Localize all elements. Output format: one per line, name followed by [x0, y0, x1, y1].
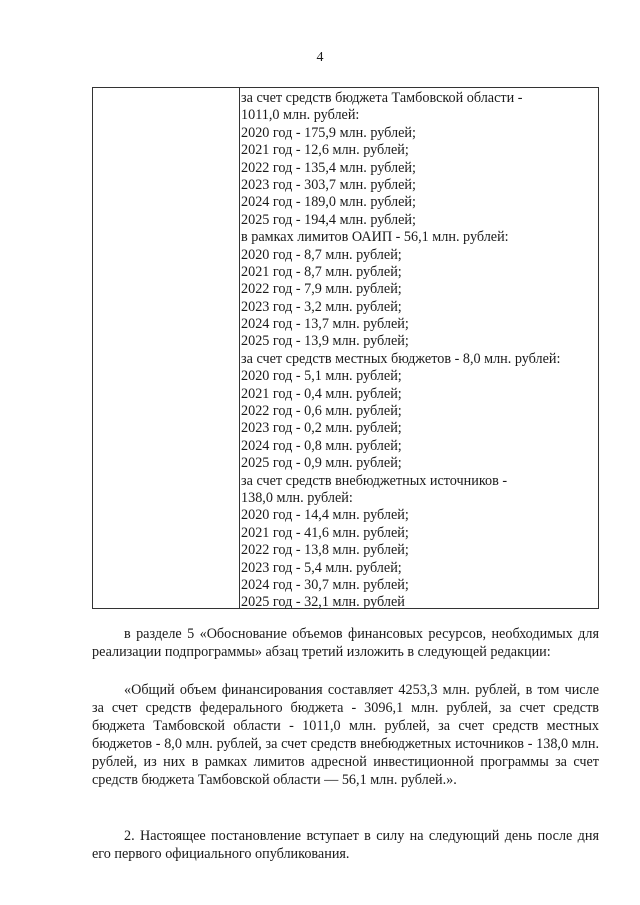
- table-line: 2021 год - 12,6 млн. рублей;: [241, 142, 409, 159]
- table-line: 2023 год - 3,2 млн. рублей;: [241, 298, 402, 315]
- table-line: 2024 год - 30,7 млн. рублей;: [241, 576, 409, 593]
- paragraph-financing-quote: «Общий объем финансирования составляет 4253,3 млн. рублей, в том числе за счет средств федерального бюджета - 3096,1 млн. рублей, за счет средств бюджета Тамбовской области - 1011,0 млн. рублей, за счет средств местных бюджетов - 8,0 млн. рублей, за счет средств внебюджетных источников - 138,0 млн. рублей, из них в рамках лимитов адресной инвестиционной программы за счет средств бюджета Тамбовской области — 56,1 млн. рублей.».: [92, 682, 599, 788]
- table-line: 2024 год - 189,0 млн. рублей;: [241, 194, 416, 211]
- paragraph-section-5: в разделе 5 «Обоснование объемов финансовых ресурсов, необходимых для реализации подпрограммы» абзац третий изложить в следующей редакции:: [92, 626, 599, 660]
- table-line: 2025 год - 0,9 млн. рублей;: [241, 455, 402, 472]
- table-line: за счет средств местных бюджетов - 8,0 млн. рублей:: [241, 350, 561, 367]
- paragraph-effective-date: 2. Настоящее постановление вступает в силу на следующий день после дня его первого официального опубликования.: [92, 828, 599, 862]
- table-line: 2021 год - 8,7 млн. рублей;: [241, 263, 402, 280]
- table-line: 2025 год - 13,9 млн. рублей;: [241, 333, 409, 350]
- table-line: 2020 год - 175,9 млн. рублей;: [241, 124, 416, 141]
- table-column-divider: [239, 88, 240, 608]
- table-line: 2023 год - 0,2 млн. рублей;: [241, 420, 402, 437]
- table-right-cell: [241, 90, 560, 612]
- table-line: 2025 год - 32,1 млн. рублей: [241, 594, 405, 611]
- table-line: 2022 год - 13,8 млн. рублей;: [241, 542, 409, 559]
- table-line: в рамках лимитов ОАИП - 56,1 млн. рублей:: [241, 229, 509, 246]
- table-line: 2025 год - 194,4 млн. рублей;: [241, 211, 416, 228]
- table-line: 138,0 млн. рублей:: [241, 489, 353, 506]
- table-line: 2022 год - 7,9 млн. рублей;: [241, 281, 402, 298]
- table-line: 2021 год - 41,6 млн. рублей;: [241, 524, 409, 541]
- table-line: 2020 год - 5,1 млн. рублей;: [241, 368, 402, 385]
- table-line: за счет средств внебюджетных источников -: [241, 472, 508, 489]
- table-line: 2024 год - 13,7 млн. рублей;: [241, 316, 409, 333]
- financing-table: [92, 87, 599, 609]
- table-line: 2021 год - 0,4 млн. рублей;: [241, 385, 402, 402]
- table-line: за счет средств бюджета Тамбовской области -: [241, 90, 523, 106]
- table-line: 2022 год - 0,6 млн. рублей;: [241, 403, 402, 420]
- table-line: 2023 год - 5,4 млн. рублей;: [241, 559, 402, 576]
- table-line: 2023 год - 303,7 млн. рублей;: [241, 176, 416, 193]
- table-line: 2024 год - 0,8 млн. рублей;: [241, 437, 402, 454]
- table-line: 2022 год - 135,4 млн. рублей;: [241, 159, 416, 176]
- table-line: 2020 год - 8,7 млн. рублей;: [241, 246, 402, 263]
- page-number: 4: [316, 50, 324, 65]
- table-line: 2020 год - 14,4 млн. рублей;: [241, 507, 409, 524]
- table-line: 1011,0 млн. рублей:: [241, 107, 360, 124]
